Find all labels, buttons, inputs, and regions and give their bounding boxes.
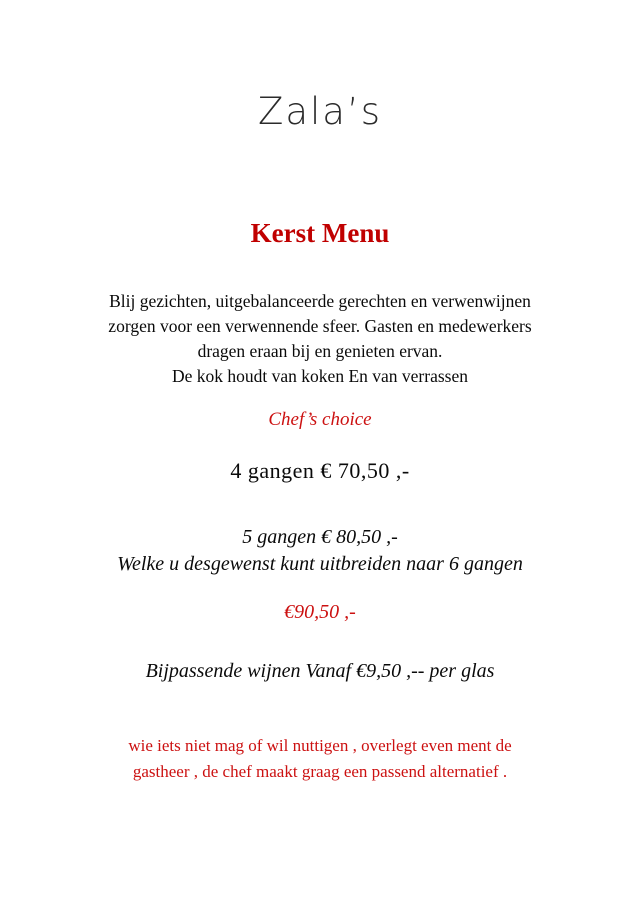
- wine-pairing-note: Bijpassende wijnen Vanaf €9,50 ,-- per glas: [145, 659, 495, 682]
- allergy-note: [0, 733, 640, 785]
- course-option-5-gangen: 5 gangen € 80,50 ,-: [242, 525, 398, 548]
- menu-title: Kerst Menu: [250, 218, 390, 249]
- allergy-note-line-1: wie iets niet mag of wil nuttigen , overlegt even ment de: [128, 735, 512, 755]
- course-option-4-gangen: 4 gangen € 70,50 ,-: [230, 457, 410, 483]
- course-option-5-note: Welke u desgewenst kunt uitbreiden naar 6 gangen: [117, 552, 523, 575]
- intro-line-3: dragen eraan bij en genieten ervan.: [197, 340, 443, 361]
- intro-line-1: Blij gezichten, uitgebalanceerde gerechten en verwenwijnen: [109, 290, 531, 311]
- allergy-note-line-2: gastheer , de chef maakt graag een passend alternatief .: [132, 761, 508, 781]
- intro-line-2: zorgen voor een verwennende sfeer. Gasten en medewerkers: [108, 315, 532, 336]
- restaurant-logo: Zala’s: [257, 90, 382, 133]
- course-option-6-price: €90,50 ,-: [284, 600, 356, 623]
- intro-paragraph: [0, 289, 640, 389]
- intro-line-4: De kok houdt van koken En van verrassen: [172, 365, 468, 386]
- course-option-5-group: [0, 524, 640, 578]
- chefs-choice-label: Chef’s choice: [268, 408, 372, 430]
